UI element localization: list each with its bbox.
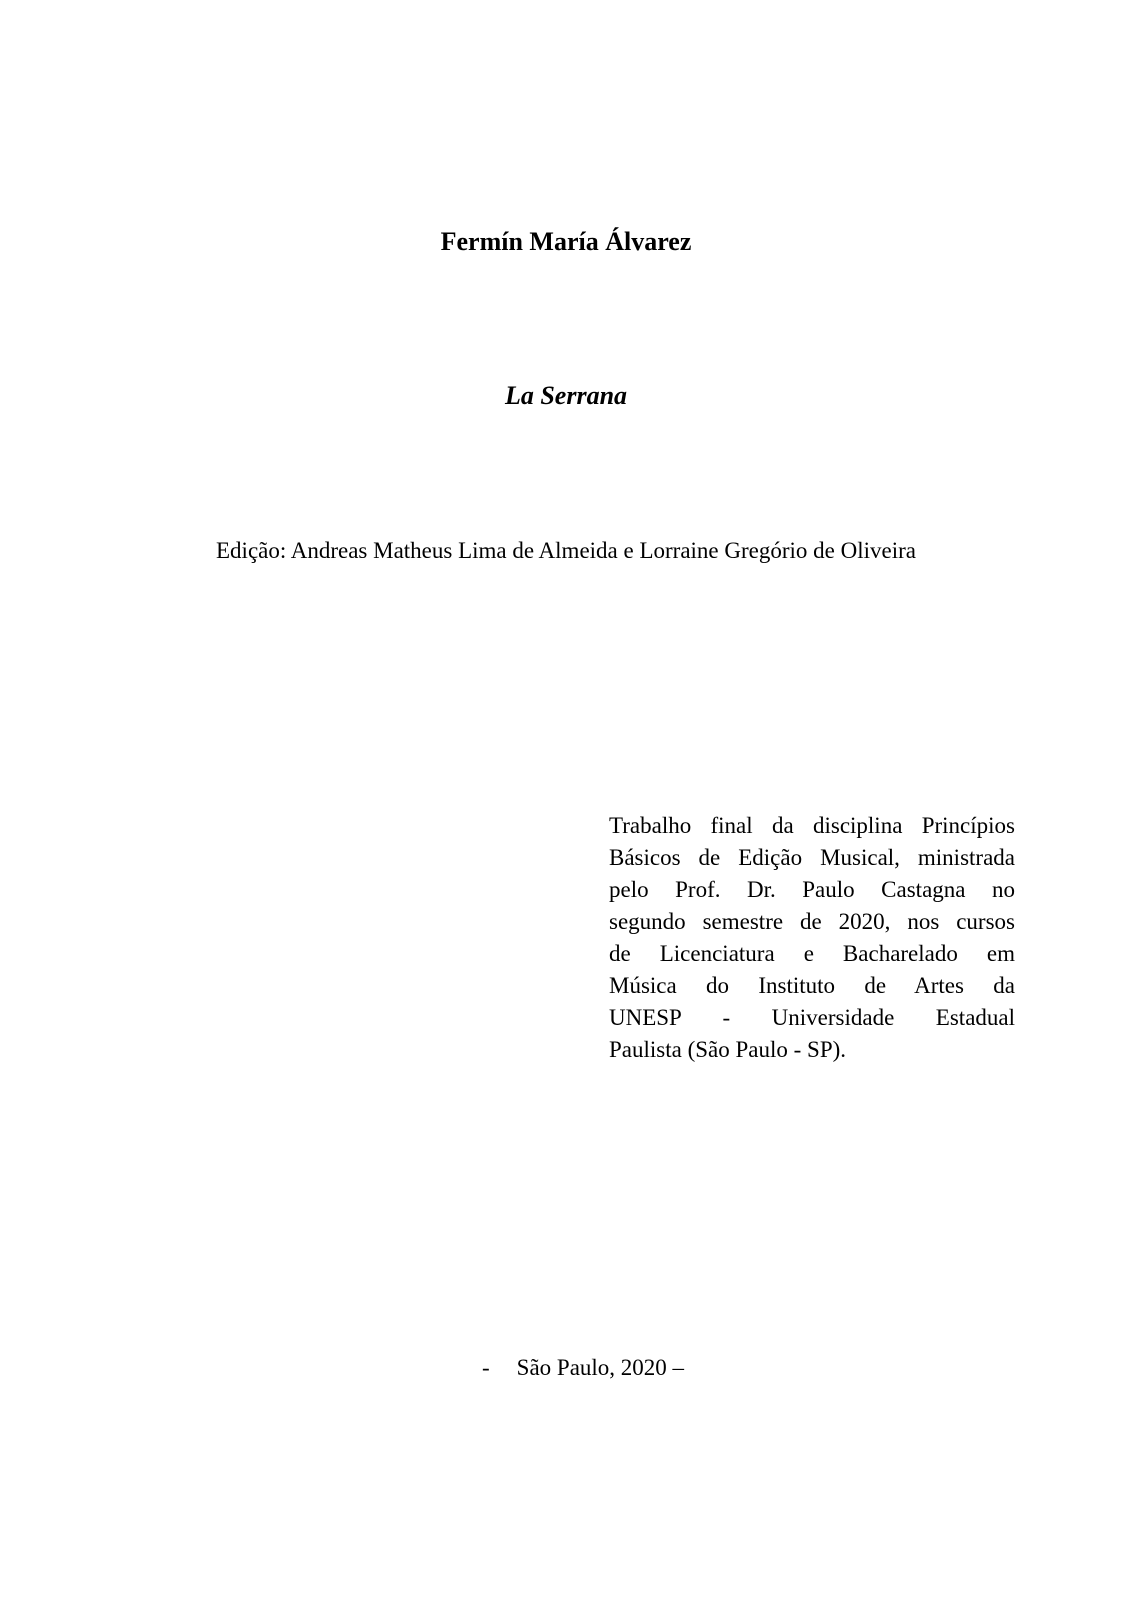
thesis-nature-note-line: Básicos de Edição Musical, ministrada [609,845,1015,870]
thesis-nature-note-line: de Licenciatura e Bacharelado em [609,941,1015,966]
thesis-nature-note-line: Música do Instituto de Artes da [609,973,1015,998]
place-date-line [482,1352,684,1384]
thesis-nature-note-line: Trabalho final da disciplina Princípios [609,813,1015,838]
thesis-nature-note-line: Paulista (São Paulo - SP). [609,1037,847,1062]
thesis-nature-note-line: pelo Prof. Dr. Paulo Castagna no [609,877,1015,902]
thesis-nature-note-line: UNESP - Universidade Estadual [609,1005,1015,1030]
place-date-dash: - [482,1355,490,1380]
place-date-text: São Paulo, 2020 – [516,1355,685,1380]
author-name: Fermín María Álvarez [440,227,692,256]
thesis-nature-note [609,810,1015,1066]
work-title: La Serrana [504,381,628,410]
thesis-nature-note-line: segundo semestre de 2020, nos cursos [609,909,1015,934]
edition-credit-line: Edição: Andreas Matheus Lima de Almeida e Lorraine Gregório de Oliveira [216,538,916,563]
